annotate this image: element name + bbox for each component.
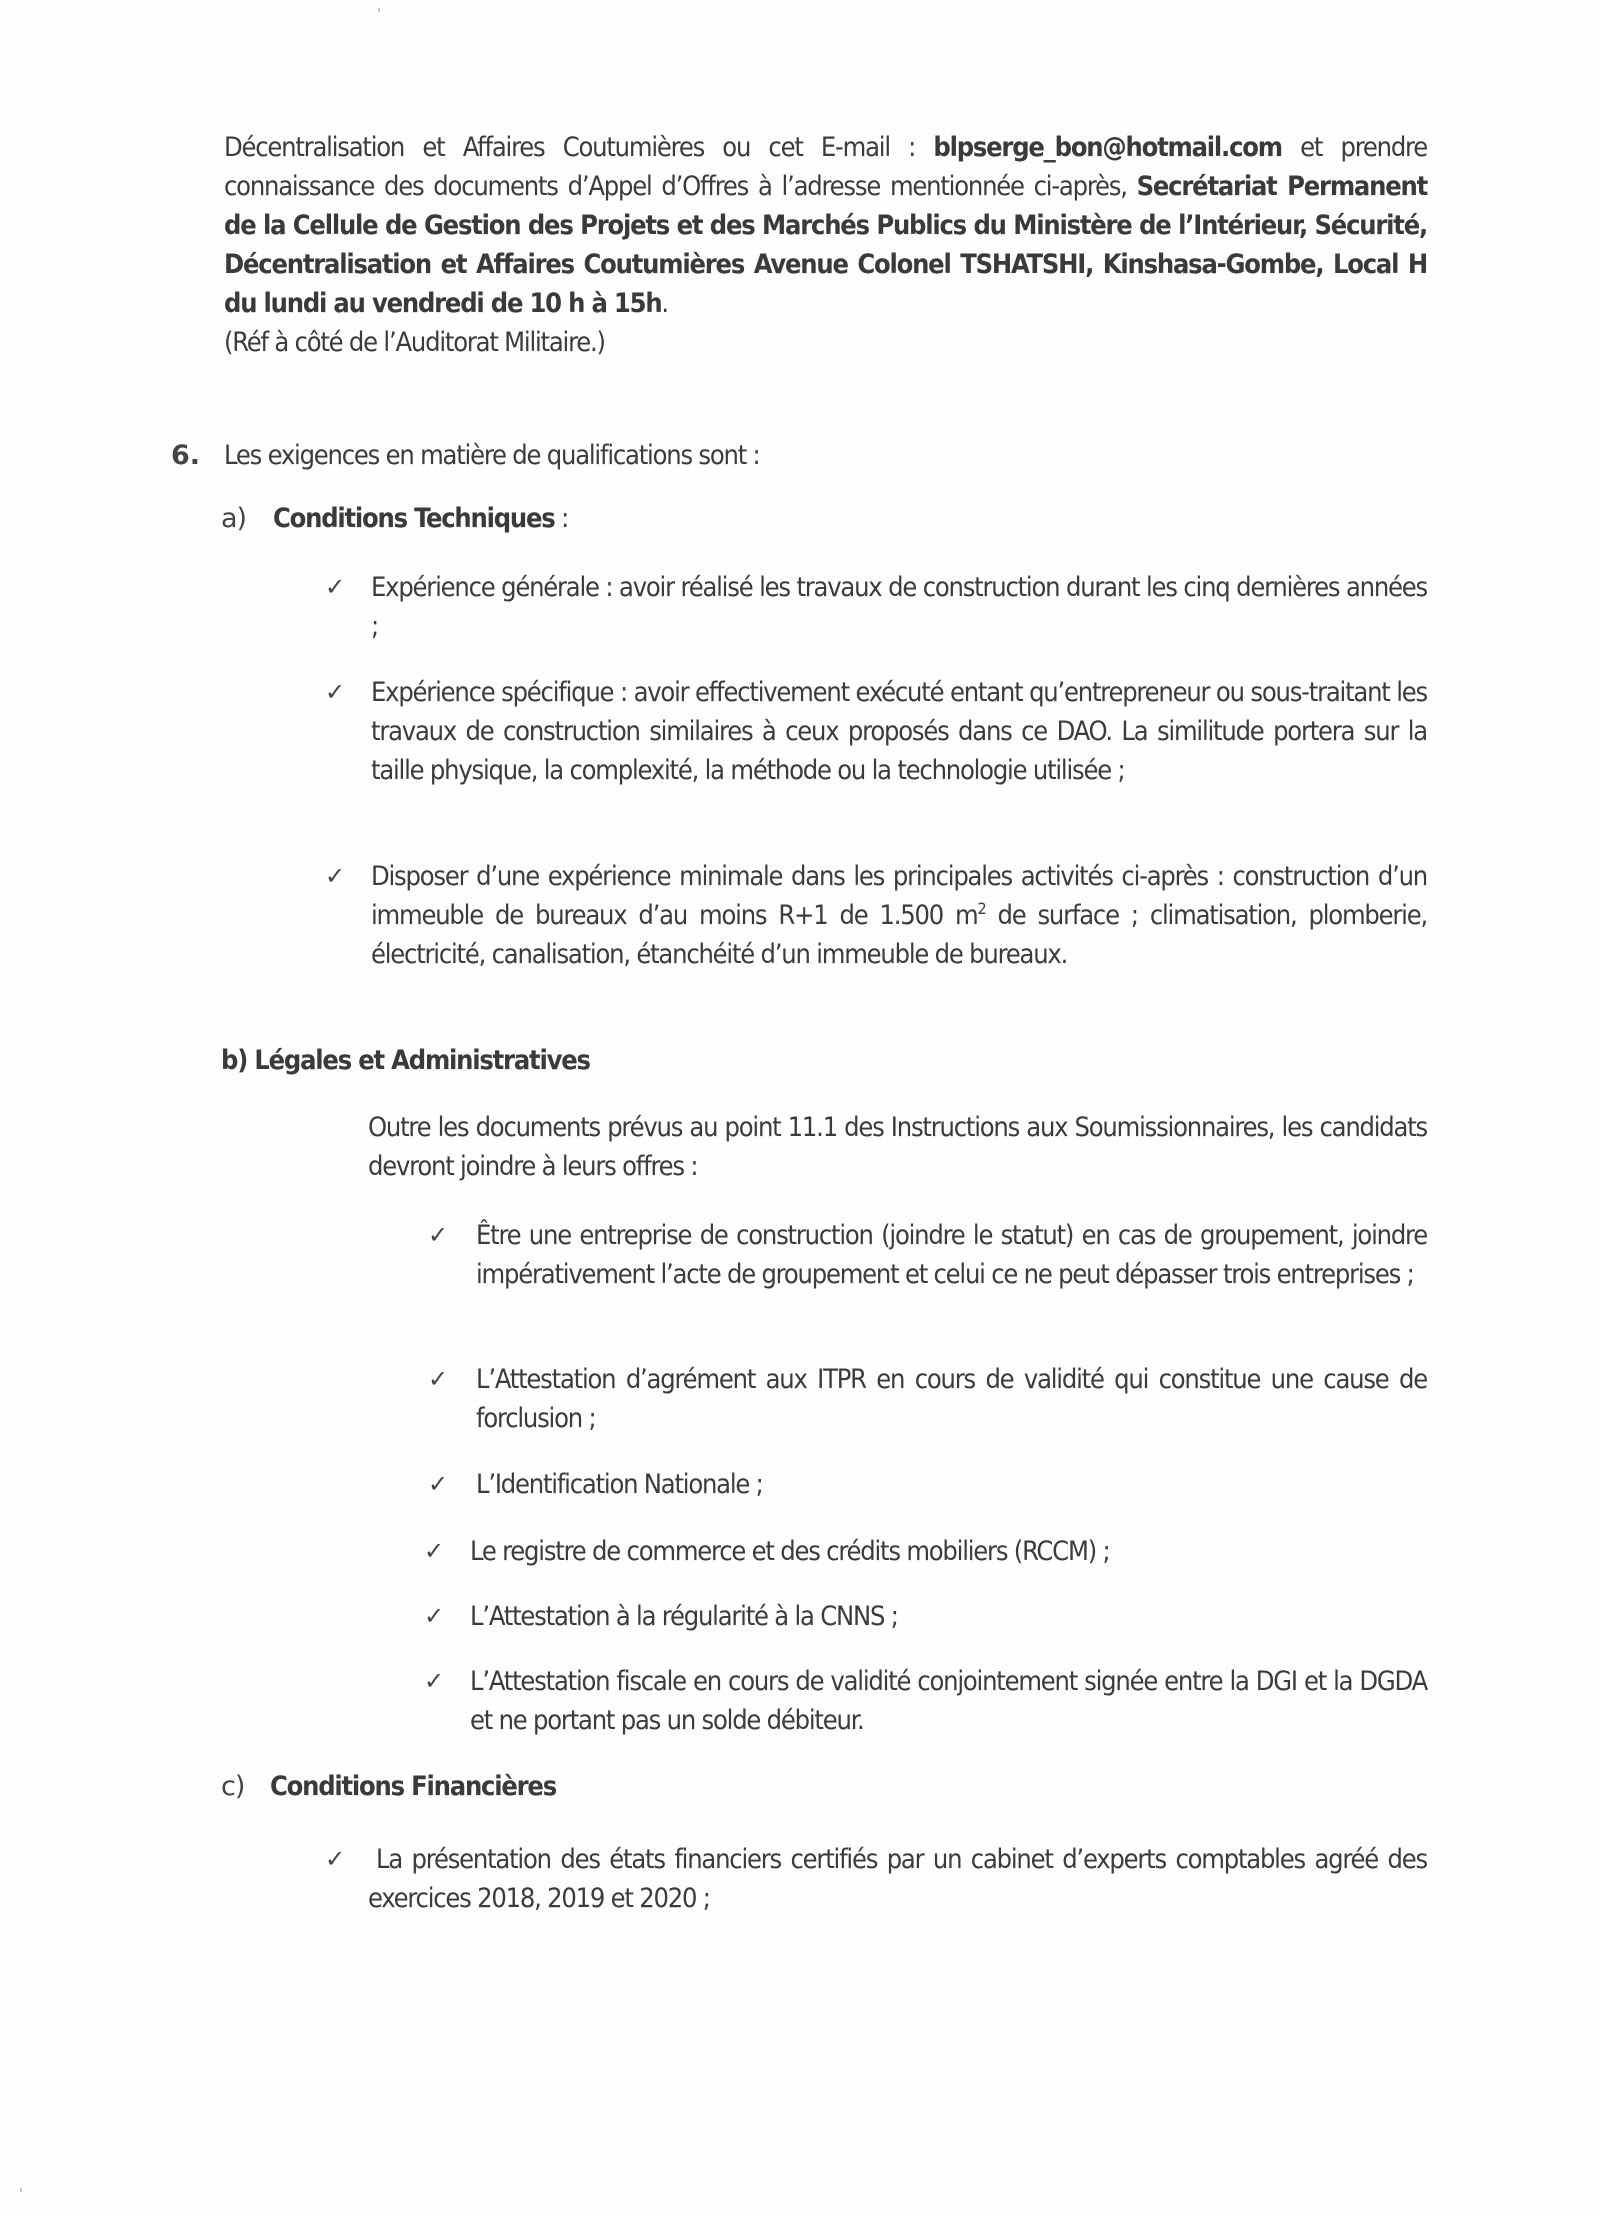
address-period: . bbox=[661, 288, 668, 319]
legal-intro: Outre les documents prévus au point 11.1 des Instructions aux Soumissionnaires, les candidats devront joindre à leurs offres : bbox=[368, 1112, 1427, 1182]
technical-item-2: Expérience spécifique : avoir effectivement exécuté entant qu’entrepreneur ou sous-traitant les travaux de construction similaires à ceux proposés dans ce DAO. La similitude portera sur la taille physique, la complexité, la méthode ou la technologie utilisée ; bbox=[371, 677, 1427, 786]
checkmark-icon: ✓ bbox=[325, 1845, 346, 1873]
address-reference: (Réf à côté de l’Auditorat Militaire.) bbox=[224, 327, 605, 358]
intro-line-1: Décentralisation et Affaires Coutumières ou cet E-mail : bbox=[224, 132, 916, 163]
checkmark-icon: ✓ bbox=[424, 1537, 445, 1565]
scan-speck bbox=[378, 8, 380, 12]
checkmark-icon: ✓ bbox=[325, 862, 346, 890]
checkmark-icon: ✓ bbox=[325, 573, 346, 601]
financial-item-1: La présentation des états financiers certifiés par un cabinet d’experts comptables agréé des exercices 2018, 2019 et 2020 ; bbox=[368, 1844, 1427, 1914]
legal-item-2: L’Attestation d’agrément aux ITPR en cours de validité qui constitue une cause de forclusion ; bbox=[476, 1364, 1427, 1434]
technical-item-1: Expérience générale : avoir réalisé les travaux de construction durant les cinq dernières années ; bbox=[371, 572, 1427, 642]
contact-email[interactable]: blpserge_bon@hotmail.com bbox=[933, 132, 1282, 163]
checkmark-icon: ✓ bbox=[325, 678, 346, 706]
technical-title: Conditions Techniques bbox=[273, 503, 555, 534]
technical-heading bbox=[273, 499, 568, 538]
legal-item-4: Le registre de commerce et des crédits mobiliers (RCCM) ; bbox=[470, 1536, 1110, 1567]
subsection-letter-a: a) bbox=[221, 503, 247, 534]
technical-title-suffix: : bbox=[554, 503, 569, 534]
checkmark-icon: ✓ bbox=[428, 1221, 449, 1249]
technical-item-3-text-end: de surface ; climatisation, plomberie, électricité, canalisation, étanchéité d’un immeuble de bureaux. bbox=[371, 900, 1427, 970]
checkmark-icon: ✓ bbox=[424, 1667, 445, 1695]
intro-continuation: et prendre connaissance des documents d’Appel d’Offres à l’adresse mentionnée ci-après, bbox=[224, 132, 1427, 202]
legal-item-6: L’Attestation fiscale en cours de validité conjointement signée entre la DGI et la DGDA et ne portant pas un solde débiteur. bbox=[470, 1666, 1427, 1736]
legal-title: Légales et Administratives bbox=[254, 1045, 590, 1076]
intro-paragraph bbox=[224, 128, 1427, 362]
technical-item-3-text: Disposer d’une expérience minimale dans les principales activités ci-après : construction d’un immeuble de bureaux d’au moins R+1 de 1.500 m bbox=[371, 861, 1427, 931]
subsection-letter-b: b) bbox=[221, 1045, 248, 1076]
section-number: 6. bbox=[171, 440, 201, 471]
superscript: 2 bbox=[977, 899, 986, 918]
scan-speck bbox=[20, 2188, 22, 2192]
legal-item-3: L’Identification Nationale ; bbox=[476, 1469, 763, 1500]
section-title: Les exigences en matière de qualifications sont : bbox=[224, 440, 760, 471]
legal-item-1: Être une entreprise de construction (joindre le statut) en cas de groupement, joindre impérativement l’acte de groupement et celui ce ne peut dépasser trois entreprises ; bbox=[476, 1220, 1427, 1290]
checkmark-icon: ✓ bbox=[424, 1602, 445, 1630]
legal-heading bbox=[221, 1041, 590, 1080]
checkmark-icon: ✓ bbox=[428, 1365, 449, 1393]
financial-title: Conditions Financières bbox=[270, 1771, 556, 1802]
checkmark-icon: ✓ bbox=[428, 1470, 449, 1498]
technical-item-3 bbox=[371, 857, 1427, 974]
subsection-letter-c: c) bbox=[221, 1771, 245, 1802]
legal-item-5: L’Attestation à la régularité à la CNNS ; bbox=[470, 1601, 898, 1632]
office-address: Secrétariat Permanent de la Cellule de Gestion des Projets et des Marchés Publics du Ministère de l’Intérieur, Sécurité, Décentralisation et Affaires Coutumières Avenue Colonel TSHATSHI, Kinshasa-Gombe, Local H du lundi au vendredi de 10 h à 15h bbox=[224, 171, 1428, 319]
